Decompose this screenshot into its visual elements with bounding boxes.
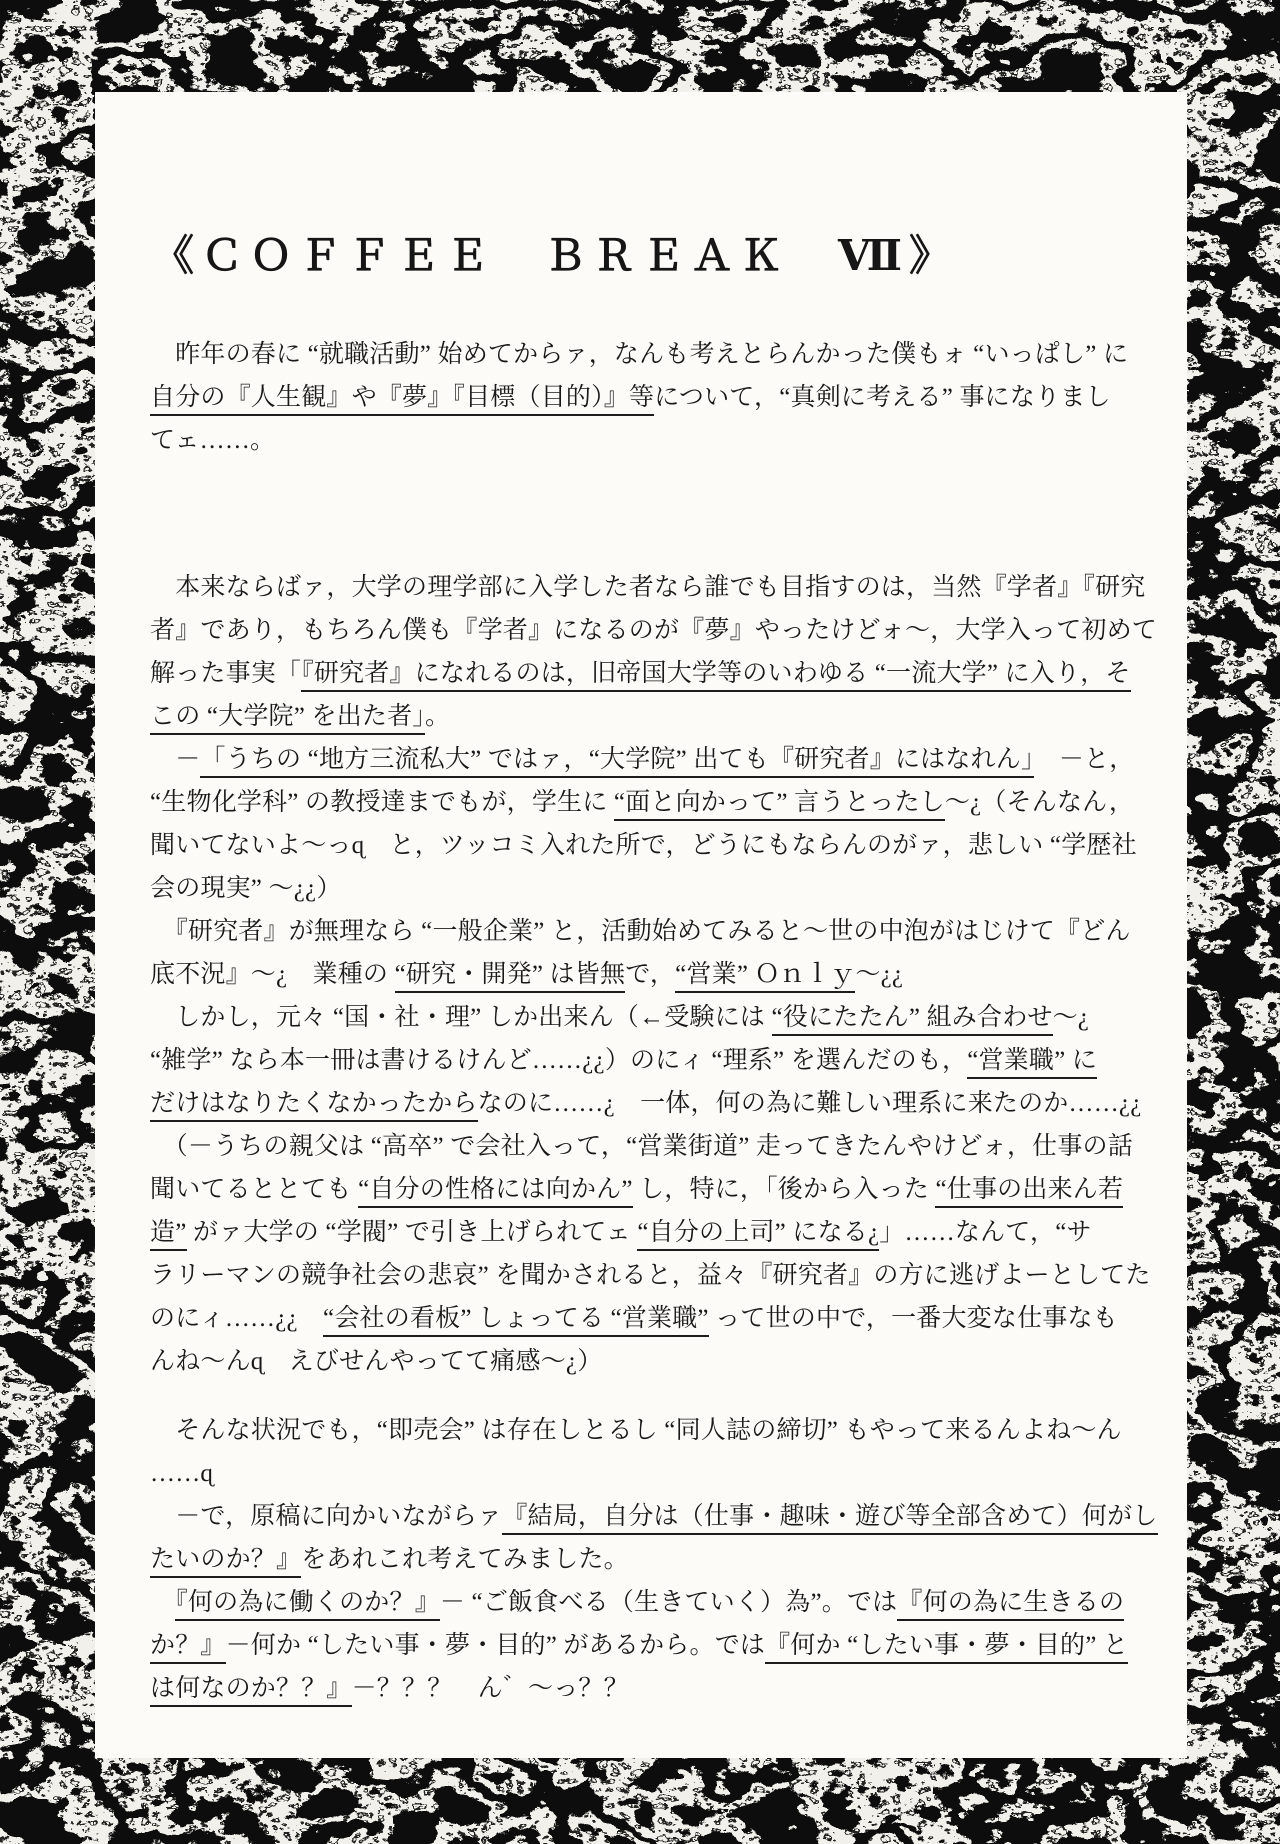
plain-text: てェ……。 bbox=[150, 427, 276, 455]
text-line bbox=[150, 609, 1158, 652]
text-line bbox=[150, 419, 1142, 462]
plain-text: －で，原稿に向かいながらァ bbox=[150, 1503, 503, 1531]
underlined-text: “会社の看板” しょってる “営業職” bbox=[323, 1305, 709, 1337]
plain-text: しかし，元々 “国・社・理” しか出来ん（←受験には bbox=[150, 1004, 772, 1032]
underlined-text: “仕事の出来ん若 bbox=[935, 1176, 1123, 1208]
text-line bbox=[150, 1340, 1142, 1383]
page-title: 《ＣＯＦＦＥＥ ＢＲＥＡＫ Ⅶ》 bbox=[152, 234, 959, 280]
plain-text: －？？？ ん゛〜っ？？ bbox=[351, 1675, 629, 1703]
underlined-text: “営業職” に bbox=[967, 1047, 1097, 1079]
underlined-text: か？』 bbox=[150, 1632, 226, 1664]
plain-text: 本来ならばァ，大学の理学部に入学した者なら誰でも目指すのは，当然『学者』『研究 bbox=[150, 574, 1146, 602]
text-line bbox=[150, 1168, 1142, 1211]
plain-text: ラリーマンの競争社会の悲哀” を聞かされると，益々『研究者』の方に逃げよーとしてた bbox=[150, 1262, 1151, 1290]
plain-text bbox=[150, 1589, 175, 1616]
underlined-text: は何なのか？？』 bbox=[150, 1675, 352, 1707]
plain-text: がァ大学の “学閥” で引き上げられてェ bbox=[186, 1219, 638, 1247]
plain-text: 」……なんて，“サ bbox=[879, 1219, 1092, 1247]
plain-text: （－うちの親父は “高卒” で会社入って，“営業街道” 走ってきたんやけどォ，仕事の話 bbox=[150, 1133, 1133, 1161]
text-line bbox=[150, 695, 1142, 738]
text-line bbox=[150, 1667, 1142, 1710]
paragraph-block bbox=[150, 1495, 1158, 1581]
underlined-text: 「うちの “地方三流私大” ではァ，“大学院” 出ても『研究者』にはなれん」 bbox=[200, 746, 1033, 778]
plain-text: んね〜んɋ えびせんやってて痛感〜¿） bbox=[150, 1348, 603, 1376]
plain-text: 〜¿ bbox=[1052, 1004, 1090, 1032]
text-line bbox=[150, 1495, 1158, 1538]
text-line bbox=[150, 910, 1142, 953]
paragraph-block bbox=[150, 566, 1158, 738]
plain-text: 聞いてるととても bbox=[150, 1176, 359, 1204]
plain-text: “生物化学科” の教授達までもが，学生に bbox=[150, 789, 614, 817]
plain-text: そんな状況でも，“即売会” は存在しとるし “同人誌の締切” もやって来るんよね〜ん bbox=[150, 1417, 1122, 1445]
underlined-text: “面と向かって” 言うとったし bbox=[614, 789, 945, 821]
underlined-text: 造” bbox=[150, 1219, 187, 1251]
text-line bbox=[150, 1297, 1142, 1340]
paragraph-block bbox=[150, 738, 1142, 910]
paragraph-block bbox=[150, 1125, 1151, 1383]
text-line bbox=[150, 824, 1142, 867]
plain-text: 者』であり，もちろん僕も『学者』になるのが『夢』やったけどォ〜，大学入って初めて bbox=[150, 617, 1158, 645]
plain-text: 底不況』〜¿ 業種の bbox=[150, 961, 395, 989]
plain-text: － bbox=[150, 746, 201, 774]
text-line bbox=[150, 781, 1142, 824]
underlined-text: たいのか？』 bbox=[150, 1546, 301, 1578]
text-line bbox=[150, 1254, 1151, 1297]
paragraph-block bbox=[150, 1409, 1142, 1495]
text-line bbox=[150, 867, 1142, 910]
text-line bbox=[150, 1211, 1142, 1254]
underlined-text: “役にたたん” 組み合わせ bbox=[772, 1004, 1053, 1036]
underlined-text: だけはなりたくなかったから bbox=[150, 1090, 478, 1122]
text-line bbox=[150, 1538, 1142, 1581]
text-line bbox=[150, 953, 1142, 996]
underlined-text: “自分の性格には向かん” bbox=[358, 1176, 633, 1208]
plain-text: なのに……¿ 一体，何の為に難しい理系に来たのか……¿¿ bbox=[477, 1090, 1142, 1118]
text-line bbox=[150, 376, 1142, 419]
text-line bbox=[150, 1039, 1142, 1082]
plain-text: 聞いてないよ〜っɋ と，ツッコミ入れた所で，どうにもならんのがァ，悲しい “学歴社 bbox=[150, 832, 1137, 860]
text-line bbox=[150, 1452, 1142, 1495]
underlined-text: “営業” Ｏｎｌｙ bbox=[675, 961, 855, 993]
plain-text: 解った事実「 bbox=[150, 660, 302, 688]
underlined-text: 『結局，自分は（仕事・趣味・遊び等全部含めて）何がし bbox=[502, 1503, 1157, 1535]
plain-text: で， bbox=[625, 961, 676, 989]
plain-text: って世の中で，一番大変な仕事なも bbox=[708, 1305, 1118, 1333]
text-line bbox=[150, 652, 1142, 695]
essay-body bbox=[150, 333, 1158, 1710]
underlined-text: “自分の上司” になる¿ bbox=[637, 1219, 879, 1251]
text-line bbox=[150, 1624, 1142, 1667]
text-line bbox=[150, 1581, 1142, 1624]
text-line bbox=[150, 1125, 1142, 1168]
plain-text: 昨年の春に “就職活動” 始めてからァ，なんも考えとらんかった僕もォ “いっぱし” に bbox=[150, 341, 1129, 369]
plain-text: “雑学” なら本一冊は書けるけんど……¿¿）のにィ “理系” を選んだのも， bbox=[150, 1047, 968, 1075]
text-line bbox=[150, 333, 1142, 376]
plain-text: 〜¿（そんなん， bbox=[944, 789, 1135, 817]
underlined-text: 自分の『人生観』や『夢』『目標（目的）』等 bbox=[150, 384, 654, 416]
plain-text: －と， bbox=[1033, 746, 1135, 774]
text-line bbox=[150, 1409, 1142, 1452]
text-line bbox=[150, 1082, 1142, 1125]
plain-text: ……ɋ bbox=[150, 1460, 214, 1488]
paragraph-block bbox=[150, 996, 1142, 1125]
plain-text: 〜¿¿ bbox=[855, 961, 904, 989]
underlined-text: “研究・開発” は皆無 bbox=[395, 961, 626, 993]
underlined-text: 『何の為に働くのか？』 bbox=[175, 1589, 440, 1621]
paragraph-block bbox=[150, 910, 1142, 996]
plain-text: について，“真剣に考える” 事になりまし bbox=[654, 384, 1111, 412]
plain-text: 『研究者』が無理なら “一般企業” と，活動始めてみると〜世の中泡がはじけて『どん bbox=[150, 918, 1131, 946]
plain-text: のにィ……¿¿ bbox=[150, 1305, 324, 1333]
plain-text: － “ご飯食べる（生きていく）為”。では bbox=[439, 1589, 898, 1617]
paragraph-block bbox=[150, 333, 1142, 462]
plain-text: し，特に，「後から入った bbox=[632, 1176, 936, 1204]
plain-text: 。 bbox=[425, 703, 451, 731]
plain-text: －何か “したい事・夢・目的” があるから。では bbox=[225, 1632, 766, 1660]
underlined-text: 『研究者』になれるのは，旧帝国大学等のいわゆる “一流大学” に入り，そ bbox=[301, 660, 1130, 692]
underlined-text: この “大学院” を出た者」 bbox=[150, 703, 425, 735]
plain-text: 会の現実” 〜¿¿） bbox=[150, 875, 342, 903]
text-line bbox=[150, 566, 1146, 609]
plain-text: をあれこれ考えてみました。 bbox=[301, 1546, 629, 1574]
paragraph-block bbox=[150, 1581, 1142, 1710]
underlined-text: 『何か “したい事・夢・目的” と bbox=[765, 1632, 1128, 1664]
text-line bbox=[150, 738, 1142, 781]
text-line bbox=[150, 996, 1142, 1039]
scanned-page-sheet bbox=[95, 92, 1187, 1758]
underlined-text: 『何の為に生きるの bbox=[897, 1589, 1124, 1621]
